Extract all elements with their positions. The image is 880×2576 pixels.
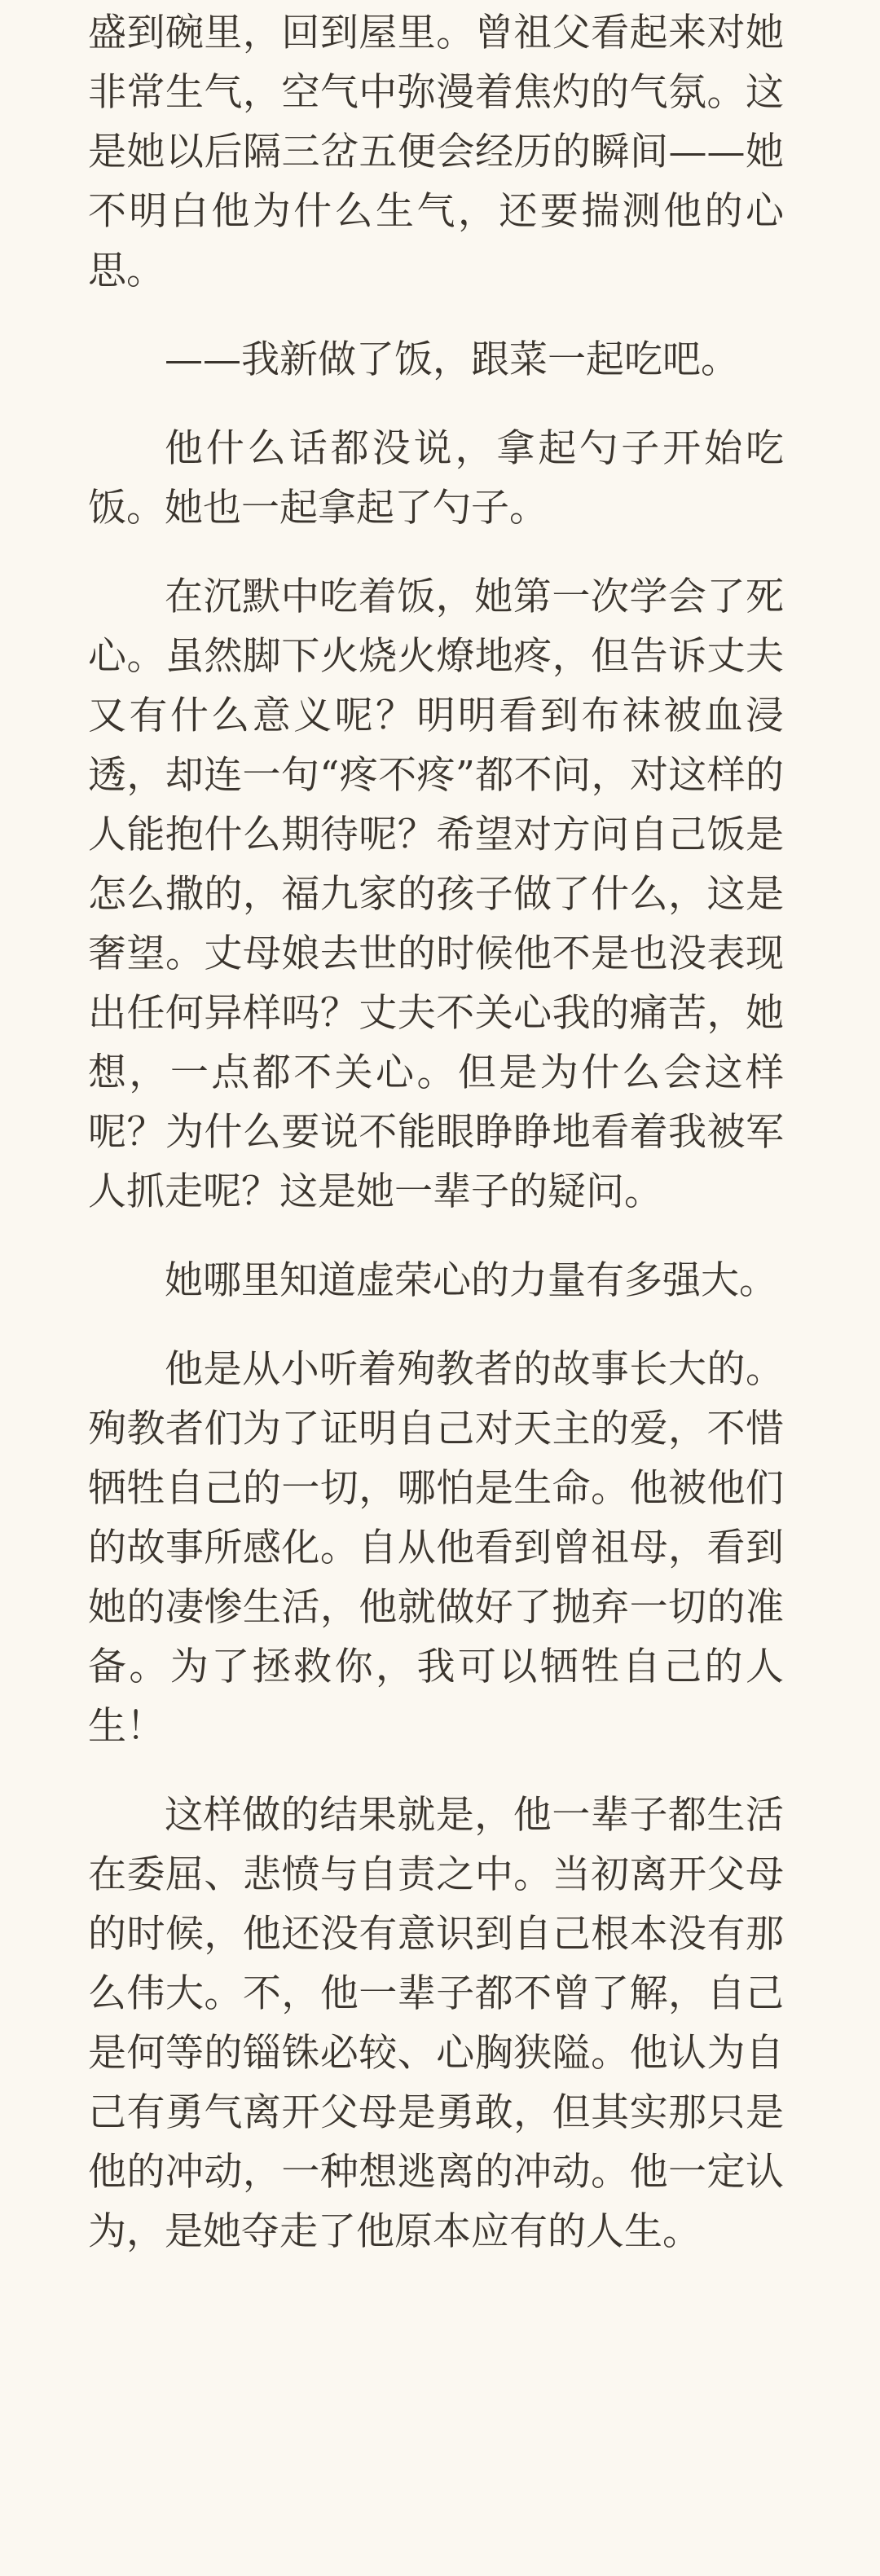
- paragraph: 她哪里知道虚荣心的力量有多强大。: [165, 1258, 777, 1303]
- paragraph: 这样做的结果就是，他一辈子都生活在委屈、悲愤与自责之中。当初离开父母的时候，他还没有意识到自己根本没有那么伟大。不，他一辈子都不曾了解，自己是何等的锱铢必较、心胸狭隘。他认为自己有勇气离开父母是勇敢，但其实那只是他的冲动，一种想逃离的冲动。他一定认为，是她夺走了他原本应有的人生。: [88, 1793, 784, 2254]
- paragraph-dialogue: ——我新做了饭，跟菜一起吃吧。: [165, 337, 739, 382]
- paragraph-continued: 盛到碗里，回到屋里。曾祖父看起来对她非常生气，空气中弥漫着焦灼的气氛。这是她以后隔三岔五便会经历的瞬间——她不明白他为什么生气，还要揣测他的心思。: [88, 11, 784, 293]
- reader-text-body: [88, 0, 784, 2261]
- paragraph: 他什么话都没说，拿起勺子开始吃饭。她也一起拿起了勺子。: [88, 426, 784, 531]
- paragraph: 在沉默中吃着饭，她第一次学会了死心。虽然脚下火烧火燎地疼，但告诉丈夫又有什么意义呢？明明看到布袜被血浸透，却连一句“疼不疼”都不问，对这样的人能抱什么期待呢？希望对方问自己饭是怎么撒的，福九家的孩子做了什么，这是奢望。丈母娘去世的时候他不是也没表现出任何异样吗？丈夫不关心我的痛苦，她想，一点都不关心。但是为什么会这样呢？为什么要说不能眼睁睁地看着我被军人抓走呢？这是她一辈子的疑问。: [88, 575, 784, 1214]
- paragraph: 他是从小听着殉教者的故事长大的。殉教者们为了证明自己对天主的爱，不惜牺牲自己的一切，哪怕是生命。他被他们的故事所感化。自从他看到曾祖母，看到她的凄惨生活，他就做好了抛弃一切的准备。为了拯救你，我可以牺牲自己的人生！: [88, 1347, 784, 1749]
